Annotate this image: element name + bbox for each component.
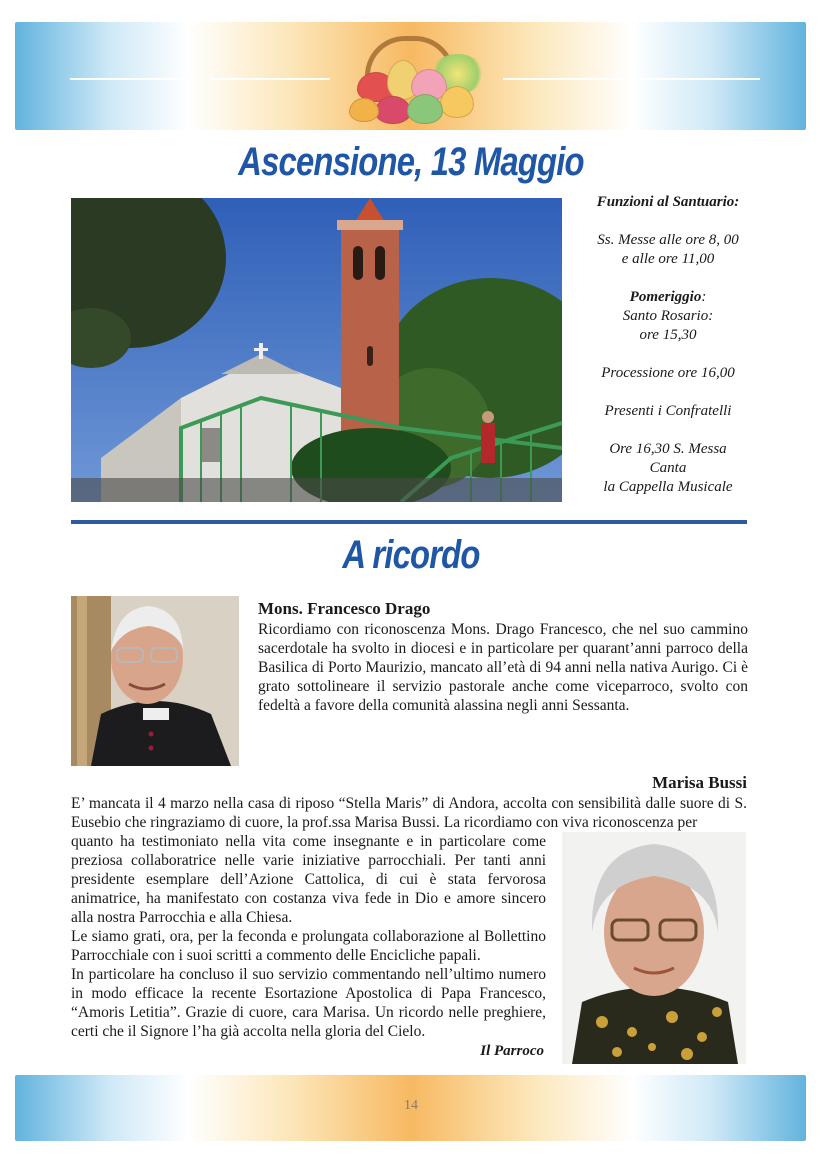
- page-title: Ascensione, 13 Maggio: [238, 140, 584, 184]
- bussi-text-p2: Le siamo grati, ora, per la feconda e prolungata collaborazione al Bollettino Parrocchiale con i suoi scritti a commento delle Encicliche papali.: [71, 928, 546, 964]
- page-number: 14: [404, 1098, 418, 1113]
- easter-eggs-basket-icon: [335, 34, 485, 124]
- schedule-rosary-line2: ore 15,30: [639, 327, 697, 343]
- schedule-masses-line2: e alle ore 11,00: [621, 251, 715, 267]
- schedule-mass: [575, 440, 761, 497]
- sanctuary-schedule: [575, 193, 761, 516]
- section-divider: [71, 520, 747, 524]
- schedule-afternoon-colon: :: [701, 289, 707, 305]
- drago-portrait: [71, 596, 239, 766]
- schedule-rosary-line1: Santo Rosario:: [622, 308, 714, 324]
- bussi-text-body: [71, 832, 546, 1041]
- schedule-mass-line2: Canta: [649, 460, 687, 476]
- bussi-name: Marisa Bussi: [652, 773, 747, 792]
- banner-line-right-1: [503, 78, 623, 80]
- sanctuary-photo: [71, 198, 562, 502]
- schedule-afternoon-heading: Pomeriggio: [629, 289, 702, 305]
- drago-text: Ricordiamo con riconoscenza Mons. Drago Francesco, che nel suo cammino sacerdotale ha svolto in diocesi e in particolare per quarant’anni parroco della Basilica di Porto Maurizio, mancato all’età di 94 anni nella nativa Aurigo. Ci è grato sottolineare il servizio pastorale anche come viceparroco, svolto con fedeltà a favore della comunità alassina negli anni Sessanta.: [258, 621, 748, 714]
- schedule-mass-line1: Ore 16,30 S. Messa: [609, 441, 727, 457]
- schedule-procession: Processione ore 16,00: [601, 365, 735, 381]
- drago-entry: [258, 599, 748, 715]
- banner-line-right-2: [640, 78, 760, 80]
- schedule-heading: Funzioni al Santuario:: [596, 194, 740, 210]
- bussi-text-intro: E’ mancata il 4 marzo nella casa di riposo “Stella Maris” di Andora, accolta con sensibilità dalle suore di S. Eusebio che ringraziamo di cuore, la prof.ssa Marisa Bussi. La ricordiamo con viva riconoscenza per: [71, 795, 747, 831]
- banner-line-left-1: [70, 78, 185, 80]
- schedule-masses-line1: Ss. Messe alle ore 8, 00: [597, 232, 739, 248]
- bussi-text-p3: In particolare ha concluso il suo servizio commentando nell’ultimo numero in modo efficace la recente Esortazione Apostolica di Papa Francesco, “Amoris Letitia”. Grazie di cuore, cara Marisa. Un ricordo nelle preghiere, certi che il Signore l’ha già accolta nella gloria del Cielo.: [71, 966, 546, 1040]
- schedule-masses: [575, 231, 761, 269]
- bussi-photo: [562, 832, 746, 1064]
- signature: Il Parroco: [480, 1043, 544, 1059]
- bussi-portrait: [562, 832, 746, 1064]
- drago-photo: [71, 596, 239, 766]
- schedule-mass-line3: la Cappella Musicale: [603, 479, 733, 495]
- drago-name: Mons. Francesco Drago: [258, 599, 431, 618]
- schedule-confraternities: Presenti i Confratelli: [604, 403, 732, 419]
- header-banner: [15, 22, 806, 130]
- bussi-text-p1: quanto ha testimoniato nella vita come insegnante e in particolare come preziosa collaboratrice nelle varie iniziative parrocchiali. Per tanti anni presidente esemplare dell’Azione Cattolica, di cui è stata fervorosa animatrice, ha manifestato con costanza viva fede in Dio e amore sincero alla nostra Parrocchia e alla Chiesa.: [71, 833, 546, 926]
- banner-line-left-2: [210, 78, 330, 80]
- church-bell-tower-image: [71, 198, 562, 502]
- schedule-afternoon: [575, 288, 761, 345]
- memorial-title: A ricordo: [342, 533, 480, 577]
